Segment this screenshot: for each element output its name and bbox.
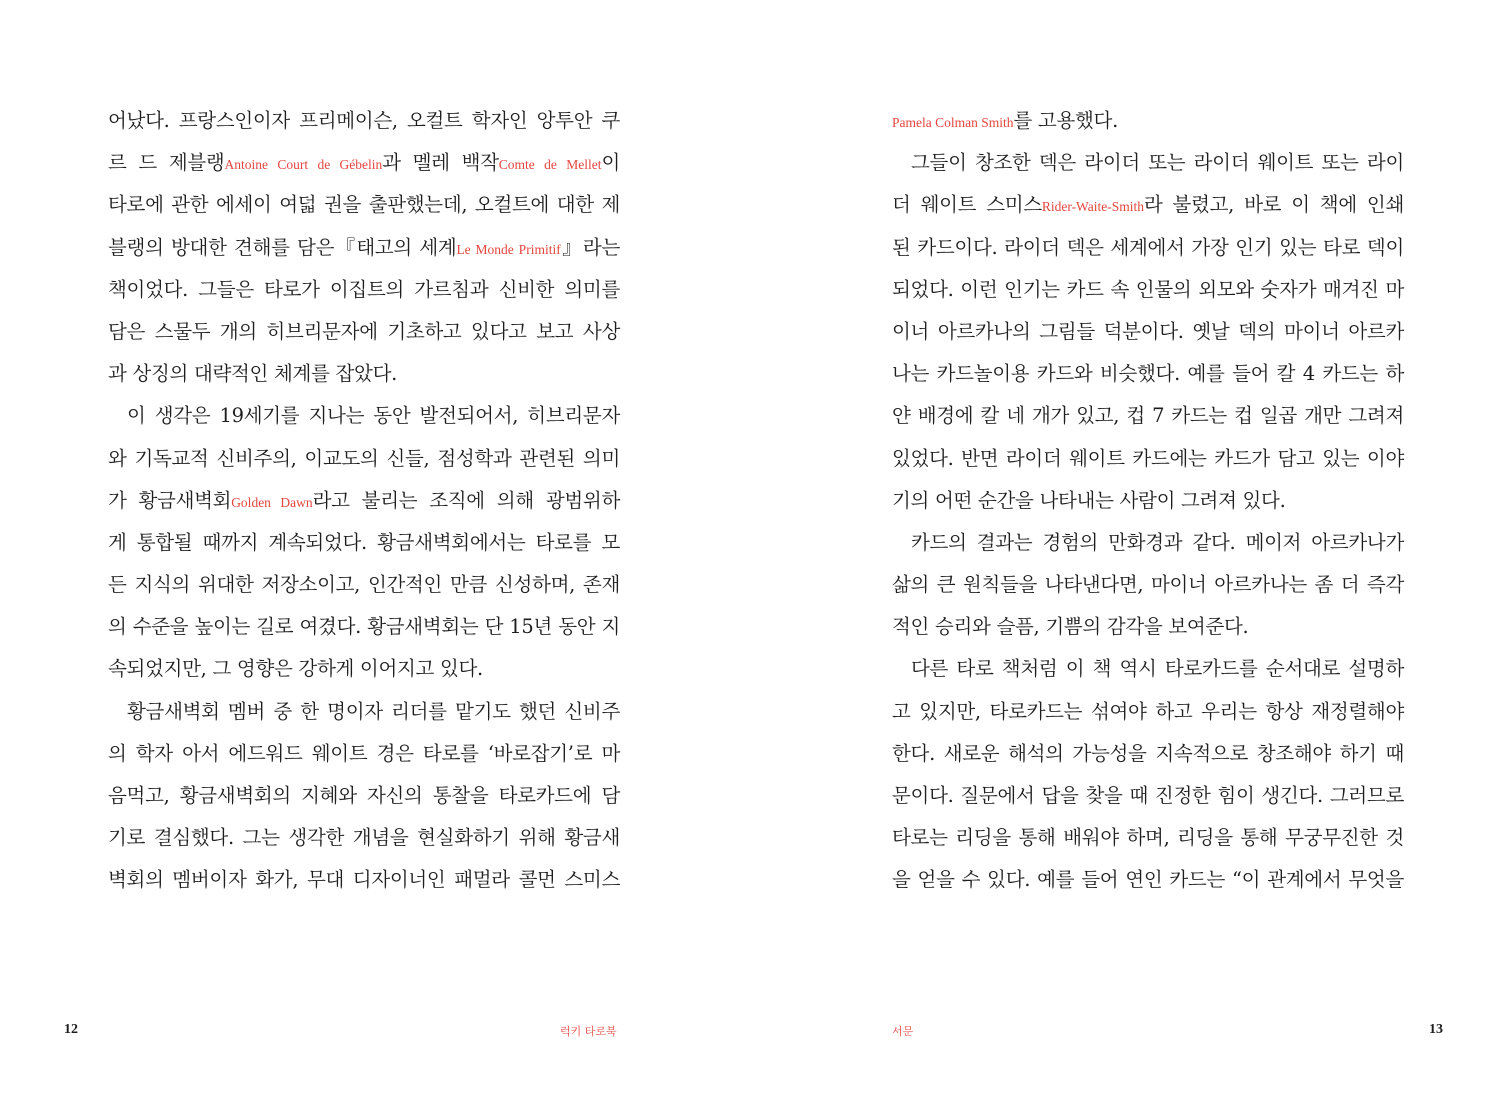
text-line: 이 생각은 19세기를 지나는 동안 발전되어서, 히브리문자 xyxy=(127,404,620,428)
page-number: 12 xyxy=(64,1022,78,1037)
text-line: 이너 아르카나의 그림들 덕분이다. 옛날 덱의 마이너 아르카 xyxy=(892,319,1404,343)
text-line: 한다. 새로운 해석의 가능성을 지속적으로 창조해야 하기 때 xyxy=(892,741,1404,765)
english-gloss: Rider-Waite-Smith xyxy=(1041,199,1144,215)
right-body-text xyxy=(892,100,1404,902)
text-line: 나는 카드놀이용 카드와 비슷했다. 예를 들어 칼 4 카드는 하 xyxy=(892,362,1404,386)
text-line: 가 황금새벽회Golden Dawn라고 불리는 조직에 의해 광범위하 xyxy=(108,488,620,512)
text-line: 기의 어떤 순간을 나타내는 사람이 그려져 있다. xyxy=(892,488,1286,512)
english-gloss: Comte de Mellet xyxy=(498,157,602,173)
english-gloss: Le Monde Primitif xyxy=(456,241,561,257)
text-line: 된 카드이다. 라이더 덱은 세계에서 가장 인기 있는 타로 덱이 xyxy=(892,235,1404,259)
running-head-chapter-title: 서문 xyxy=(892,1025,914,1038)
running-head-book-title: 럭키 타로북 xyxy=(560,1025,617,1038)
text-line: 어났다. 프랑스인이자 프리메이슨, 오컬트 학자인 앙투안 쿠 xyxy=(108,109,620,132)
text-line: 을 얻을 수 있다. 예를 들어 연인 카드는 “이 관계에서 무엇을 xyxy=(892,868,1404,892)
text-line: 과 상징의 대략적인 체계를 잡았다. xyxy=(108,362,398,386)
text-line: 다른 타로 책처럼 이 책 역시 타로카드를 순서대로 설명하 xyxy=(911,657,1404,681)
text-line: 되었다. 이런 인기는 카드 속 인물의 외모와 숫자가 매겨진 마 xyxy=(892,277,1404,301)
text-line: 적인 승리와 슬픔, 기쁨의 감각을 보여준다. xyxy=(892,615,1249,639)
text-line: 속되었지만, 그 영향은 강하게 이어지고 있다. xyxy=(108,657,483,681)
english-gloss: Pamela Colman Smith xyxy=(892,115,1014,130)
text-line: 얀 배경에 칼 네 개가 있고, 컵 7 카드는 컵 일곱 개만 그려져 xyxy=(892,404,1404,428)
text-line: Pamela Colman Smith를 고용했다. xyxy=(892,109,1118,132)
text-line: 와 기독교적 신비주의, 이교도의 신들, 점성학과 관련된 의미 xyxy=(108,446,620,470)
text-line: 그들이 창조한 덱은 라이더 또는 라이더 웨이트 또는 라이 xyxy=(911,151,1404,175)
text-line: 황금새벽회 멤버 중 한 명이자 리더를 맡기도 했던 신비주 xyxy=(127,699,620,723)
text-line: 르 드 제블랭Antoine Court de Gébelin과 멜레 백작Comte de Mellet이 xyxy=(108,151,621,175)
text-line: 있었다. 반면 라이더 웨이트 카드에는 카드가 담고 있는 이야 xyxy=(892,446,1404,470)
text-line: 고 있지만, 타로카드는 섞여야 하고 우리는 항상 재정렬해야 xyxy=(892,699,1404,723)
english-gloss: Golden Dawn xyxy=(231,494,313,510)
text-line: 의 수준을 높이는 길로 여겼다. 황금새벽회는 단 15년 동안 지 xyxy=(108,615,620,639)
text-line: 더 웨이트 스미스Rider-Waite-Smith라 불렸고, 바로 이 책에 인쇄 xyxy=(892,193,1404,217)
text-line: 기로 결심했다. 그는 생각한 개념을 현실화하기 위해 황금새 xyxy=(108,826,620,850)
text-line: 벽회의 멤버이자 화가, 무대 디자이너인 패멀라 콜먼 스미스 xyxy=(108,868,620,892)
page-number: 13 xyxy=(1429,1022,1443,1037)
text-line: 게 통합될 때까지 계속되었다. 황금새벽회에서는 타로를 모 xyxy=(108,530,620,554)
text-line: 타로에 관한 에세이 여덟 권을 출판했는데, 오컬트에 대한 제 xyxy=(108,193,620,217)
text-line: 음먹고, 황금새벽회의 지혜와 자신의 통찰을 타로카드에 담 xyxy=(108,784,620,807)
text-line: 카드의 결과는 경험의 만화경과 같다. 메이저 아르카나가 xyxy=(911,530,1404,554)
text-line: 의 학자 아서 에드워드 웨이트 경은 타로를 ‘바로잡기’로 마 xyxy=(108,741,620,765)
left-body-text xyxy=(108,100,620,902)
text-line: 책이었다. 그들은 타로가 이집트의 가르침과 신비한 의미를 xyxy=(108,277,620,301)
english-gloss: Antoine Court de Gébelin xyxy=(224,157,383,173)
right-page xyxy=(756,0,1512,1110)
text-line: 문이다. 질문에서 답을 찾을 때 진정한 힘이 생긴다. 그러므로 xyxy=(892,784,1404,807)
text-line: 블랭의 방대한 견해를 담은『태고의 세계Le Monde Primitif』라는 xyxy=(108,235,620,259)
text-line: 담은 스물두 개의 히브리문자에 기초하고 있다고 보고 사상 xyxy=(108,319,620,343)
text-line: 타로는 리딩을 통해 배워야 하며, 리딩을 통해 무궁무진한 것 xyxy=(892,826,1404,850)
text-line: 든 지식의 위대한 저장소이고, 인간적인 만큼 신성하며, 존재 xyxy=(108,573,620,597)
text-line: 삶의 큰 원칙들을 나타낸다면, 마이너 아르카나는 좀 더 즉각 xyxy=(892,573,1404,597)
